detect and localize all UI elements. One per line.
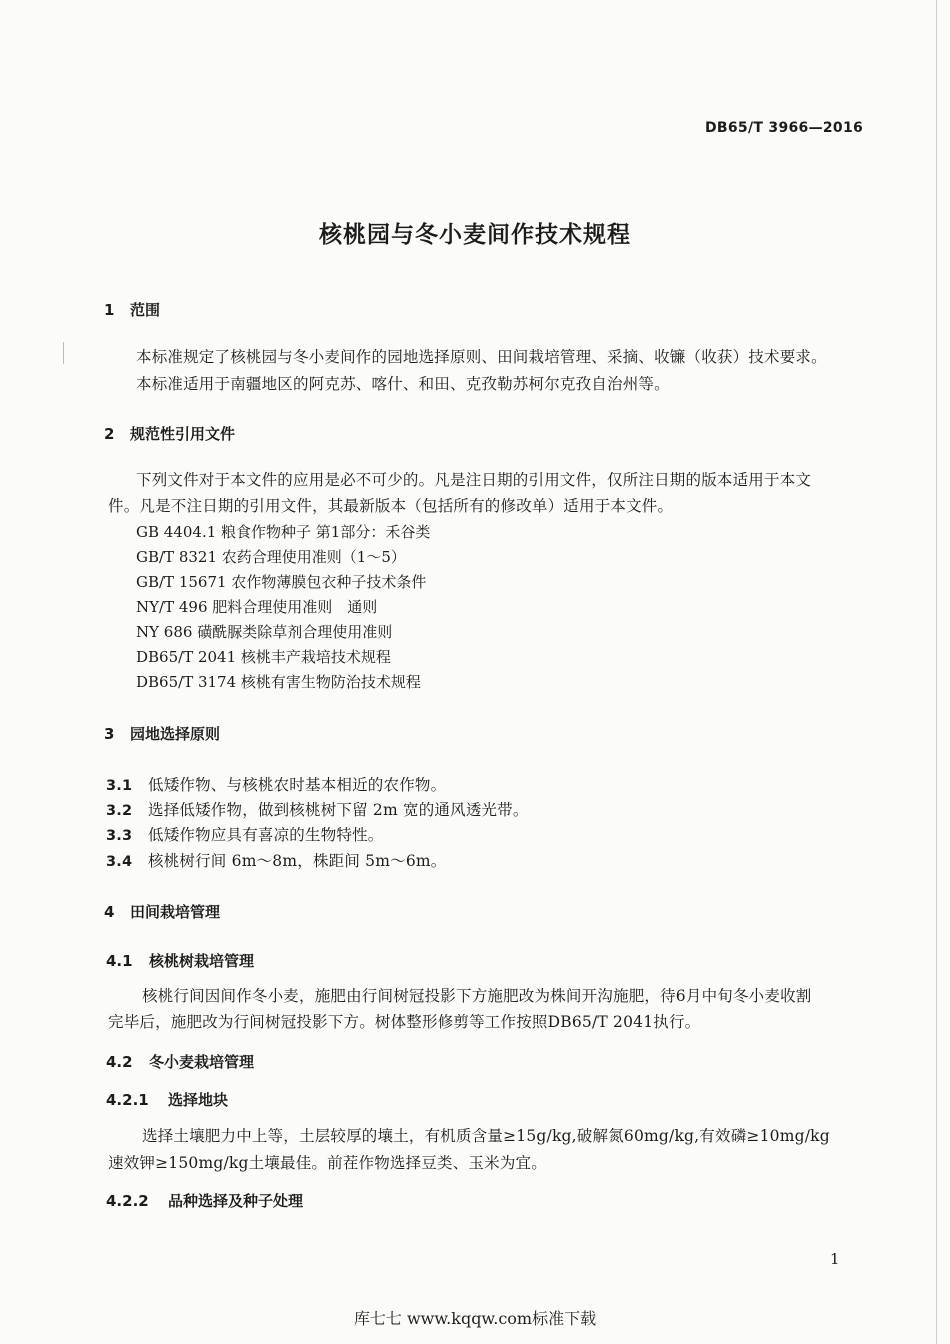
reference-item: DB65/T 3174 核桃有害生物防治技术规程 xyxy=(136,673,421,691)
section-title: 田间栽培管理 xyxy=(130,903,221,921)
subsection-heading xyxy=(106,1089,228,1110)
reference-item: GB 4404.1 粮食作物种子 第1部分：禾谷类 xyxy=(136,523,431,541)
footer-watermark: 库七七 www.kqqw.com标准下载 xyxy=(353,1309,597,1328)
item-number: 3.4 xyxy=(106,854,133,870)
subsection-heading xyxy=(106,1051,254,1072)
section-number: 2 xyxy=(104,425,115,443)
section-heading xyxy=(104,723,220,744)
reference-item: GB/T 15671 农作物薄膜包衣种子技术条件 xyxy=(136,573,427,591)
subsection-number: 4.1 xyxy=(106,952,133,970)
page-number: 1 xyxy=(830,1250,840,1268)
list-item xyxy=(106,823,384,845)
subsection-title: 核桃树栽培管理 xyxy=(149,952,255,970)
item-text: 选择低矮作物，做到核桃树下留 2m 宽的通风透光带。 xyxy=(148,801,529,819)
standard-number: DB65/T 3966—2016 xyxy=(705,120,864,136)
subsection-title: 品种选择及种子处理 xyxy=(168,1192,304,1210)
list-item xyxy=(106,849,447,871)
list-item xyxy=(106,798,529,820)
section-number: 1 xyxy=(104,301,115,319)
paragraph: 选择土壤肥力中上等，土层较厚的壤土，有机质含量≥15g/kg,破解氮60mg/kg,有效磷≥10mg/kg xyxy=(142,1127,830,1145)
subsection-number: 4.2.2 xyxy=(106,1192,149,1210)
subsection-heading xyxy=(106,1190,303,1211)
reference-item: DB65/T 2041 核桃丰产栽培技术规程 xyxy=(136,648,391,666)
section-number: 3 xyxy=(104,725,115,743)
section-title: 规范性引用文件 xyxy=(130,425,236,443)
reference-item: GB/T 8321 农药合理使用准则（1～5） xyxy=(136,548,406,566)
reference-item: NY/T 496 肥料合理使用准则 通则 xyxy=(136,598,378,616)
item-text: 核桃树行间 6m～8m，株距间 5m～6m。 xyxy=(148,852,447,870)
item-number: 3.3 xyxy=(106,828,133,844)
scan-mark xyxy=(63,342,64,364)
list-item xyxy=(106,773,446,795)
item-number: 3.2 xyxy=(106,803,133,819)
section-title: 范围 xyxy=(130,301,161,319)
reference-item: NY 686 磺酰脲类除草剂合理使用准则 xyxy=(136,623,393,641)
paragraph: 本标准适用于南疆地区的阿克苏、喀什、和田、克孜勒苏柯尔克孜自治州等。 xyxy=(136,375,670,393)
paragraph: 下列文件对于本文件的应用是必不可少的。凡是注日期的引用文件，仅所注日期的版本适用于本文 xyxy=(136,471,812,489)
section-number: 4 xyxy=(104,903,115,921)
paragraph: 完毕后，施肥改为行间树冠投影下方。树体整形修剪等工作按照DB65/T 2041执行。 xyxy=(108,1013,701,1031)
section-title: 园地选择原则 xyxy=(130,725,221,743)
item-text: 低矮作物、与核桃农时基本相近的农作物。 xyxy=(148,776,447,794)
paragraph: 件。凡是不注日期的引用文件，其最新版本（包括所有的修改单）适用于本文件。 xyxy=(108,497,674,515)
subsection-title: 选择地块 xyxy=(168,1091,229,1109)
section-heading xyxy=(104,423,235,444)
subsection-number: 4.2 xyxy=(106,1053,133,1071)
subsection-title: 冬小麦栽培管理 xyxy=(149,1053,255,1071)
paragraph: 本标准规定了核桃园与冬小麦间作的园地选择原则、田间栽培管理、采摘、收镰（收获）技术要求。 xyxy=(136,348,827,366)
paragraph: 核桃行间因间作冬小麦，施肥由行间树冠投影下方施肥改为株间开沟施肥，待6月中旬冬小麦收割 xyxy=(142,987,812,1005)
item-text: 低矮作物应具有喜凉的生物特性。 xyxy=(148,826,384,844)
section-heading xyxy=(104,901,220,922)
subsection-number: 4.2.1 xyxy=(106,1091,149,1109)
section-heading xyxy=(104,299,160,320)
paragraph: 速效钾≥150mg/kg土壤最佳。前茬作物选择豆类、玉米为宜。 xyxy=(108,1154,547,1172)
scan-mark xyxy=(936,0,937,1344)
item-number: 3.1 xyxy=(106,778,133,794)
page-title: 核桃园与冬小麦间作技术规程 xyxy=(319,222,631,248)
subsection-heading xyxy=(106,950,254,971)
